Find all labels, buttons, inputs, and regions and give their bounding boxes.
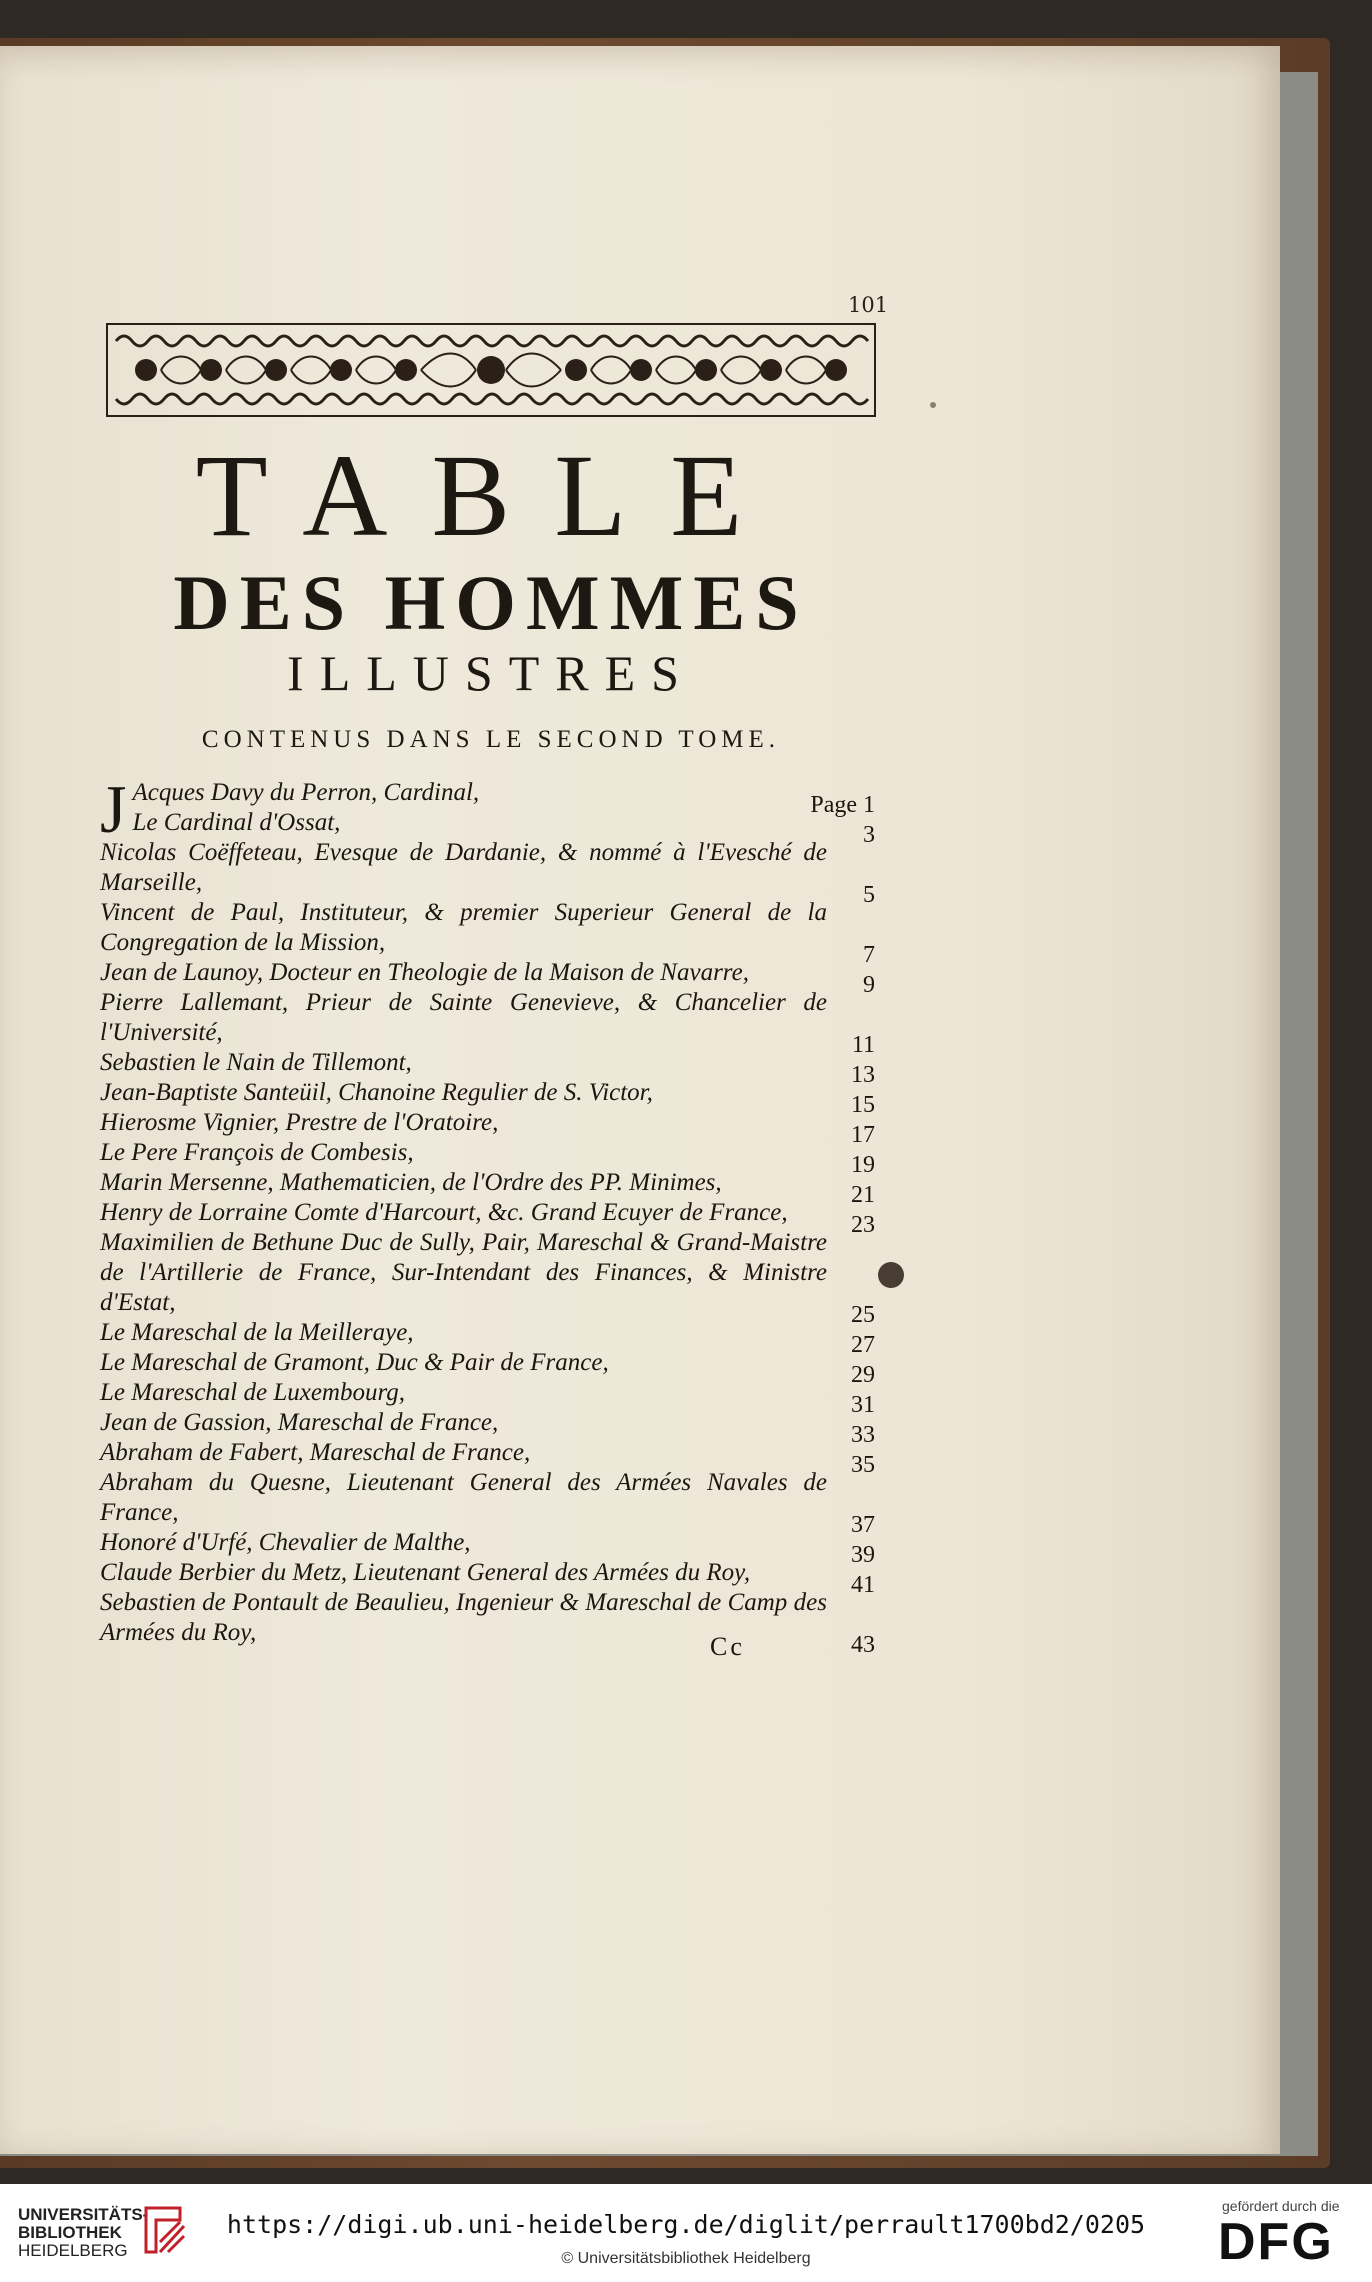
toc-entry-page: 23 xyxy=(851,1212,875,1238)
toc-entry xyxy=(100,1378,875,1418)
toc-entry-name xyxy=(100,1048,875,1078)
toc-entry-page: 3 xyxy=(863,822,875,848)
toc-entry xyxy=(100,1168,875,1208)
toc-entry-page: 35 xyxy=(851,1452,875,1478)
library-line-1: UNIVERSITÄTS- xyxy=(18,2205,149,2224)
toc-entry-text: Le Cardinal d'Ossat, xyxy=(132,809,341,836)
toc-entry-name xyxy=(100,1588,875,1648)
catchword: Cc xyxy=(710,1632,745,1661)
toc-entry-text: Pierre Lallemant, Prieur de Sainte Genevieve, & Chancelier de l'Université, xyxy=(100,989,827,1046)
toc-entry xyxy=(100,1438,875,1478)
toc-entry-text: Le Mareschal de la Meilleraye, xyxy=(100,1319,414,1346)
toc-entry-text: Jean de Gassion, Mareschal de France, xyxy=(100,1409,499,1436)
toc-entry xyxy=(100,898,875,968)
toc-entry-name xyxy=(100,1558,875,1588)
toc-entry-text: Le Mareschal de Luxembourg, xyxy=(100,1379,406,1406)
toc-entry-name xyxy=(100,1318,875,1348)
toc-entry-text: Honoré d'Urfé, Chevalier de Malthe, xyxy=(100,1529,471,1556)
toc-entry-text: Acques Davy du Perron, Cardinal, xyxy=(132,779,480,806)
toc-entry-name xyxy=(100,1528,875,1558)
toc-entry-page: 11 xyxy=(851,1032,875,1058)
copyright: © Universitätsbibliothek Heidelberg xyxy=(561,2250,811,2267)
toc-entry xyxy=(100,1588,875,1658)
toc-entry-page: 33 xyxy=(851,1422,875,1448)
toc-entry-name xyxy=(100,1378,875,1408)
toc-entry xyxy=(100,1318,875,1358)
toc-entry-name xyxy=(100,988,875,1048)
toc-entry-text: Abraham de Fabert, Mareschal de France, xyxy=(100,1439,531,1466)
toc-entry-text: Abraham du Quesne, Lieutenant General des Armées Navales de France, xyxy=(100,1469,827,1526)
table-of-contents xyxy=(100,771,875,1658)
toc-entry-name xyxy=(100,1348,875,1378)
toc-entry-text: Henry de Lorraine Comte d'Harcourt, &c. Grand Ecuyer de France, xyxy=(100,1199,788,1226)
title-des-hommes: DES HOMMES xyxy=(173,559,809,646)
title-table: TABLE xyxy=(195,430,787,561)
toc-entry xyxy=(100,838,875,908)
toc-entry-page: 13 xyxy=(851,1062,875,1088)
toc-entry-page: 19 xyxy=(851,1152,875,1178)
toc-entry xyxy=(100,1408,875,1448)
toc-entry-text: Sebastien le Nain de Tillemont, xyxy=(100,1049,412,1076)
paper-spot xyxy=(930,402,936,408)
toc-entry-name xyxy=(100,1408,875,1438)
toc-entry-name xyxy=(100,898,875,958)
toc-entry-name xyxy=(100,1108,875,1138)
toc-entry-page: 5 xyxy=(863,882,875,908)
subtitle: CONTENUS DANS LE SECOND TOME. xyxy=(201,726,781,753)
toc-entry-name xyxy=(100,1138,875,1168)
toc-entry-page: 27 xyxy=(851,1332,875,1358)
toc-entry-text: Le Pere François de Combesis, xyxy=(100,1139,414,1166)
document-url[interactable]: https://digi.ub.uni-heidelberg.de/diglit/perrault1700bd2/0205 xyxy=(226,2210,1146,2239)
toc-entry-page: 29 xyxy=(851,1362,875,1388)
toc-entry-text: Le Mareschal de Gramont, Duc & Pair de France, xyxy=(100,1349,609,1376)
toc-entry-page: 43 xyxy=(851,1632,875,1658)
library-line-2: BIBLIOTHEK xyxy=(18,2223,122,2242)
toc-entry-text: Sebastien de Pontault de Beaulieu, Ingenieur & Mareschal de Camp des Armées du Roy, xyxy=(100,1589,827,1646)
toc-entry xyxy=(100,1108,875,1148)
toc-entry xyxy=(100,1558,875,1598)
toc-entry-name xyxy=(100,958,875,988)
viewer-footer xyxy=(0,2184,1372,2282)
toc-entry-text: Jean de Launoy, Docteur en Theologie de la Maison de Navarre, xyxy=(100,959,749,986)
toc-entry-name xyxy=(100,1198,875,1228)
toc-entry-page: 37 xyxy=(851,1512,875,1538)
toc-entry xyxy=(100,808,875,848)
toc-entry-page: 25 xyxy=(851,1302,875,1328)
toc-entry-page: 7 xyxy=(863,942,875,968)
toc-entry-name xyxy=(100,1168,875,1198)
toc-entry xyxy=(100,1348,875,1388)
toc-entry-name xyxy=(100,1078,875,1108)
toc-entry-text: Nicolas Coëffeteau, Evesque de Dardanie, & nommé à l'Evesché de Marseille, xyxy=(100,839,827,896)
toc-entry-page: 41 xyxy=(851,1572,875,1598)
toc-entry xyxy=(100,1198,875,1238)
toc-entry-page: 9 xyxy=(863,972,875,998)
toc-entry-name xyxy=(100,1468,875,1528)
toc-entry-page: 31 xyxy=(851,1392,875,1418)
toc-entry-name xyxy=(100,838,875,898)
toc-entry-page: 21 xyxy=(851,1182,875,1208)
toc-entry-name xyxy=(100,1228,875,1318)
toc-entry xyxy=(100,1468,875,1538)
toc-entry xyxy=(100,1228,875,1328)
toc-entry-text: Marin Mersenne, Mathematicien, de l'Ordre des PP. Minimes, xyxy=(100,1169,722,1196)
toc-entry-page: 39 xyxy=(851,1542,875,1568)
toc-entry-page: Page 1 xyxy=(810,792,875,818)
toc-entry-text: Maximilien de Bethune Duc de Sully, Pair, Mareschal & Grand-Maistre de l'Artillerie de France, Sur-Intendant des Finances, & Ministre d'Estat, xyxy=(100,1229,827,1316)
toc-entry-text: Vincent de Paul, Instituteur, & premier Superieur General de la Congregation de la Mission, xyxy=(100,899,827,956)
toc-entry-text: Jean-Baptiste Santeüil, Chanoine Regulier de S. Victor, xyxy=(100,1079,653,1106)
library-line-3: HEIDELBERG xyxy=(18,2241,128,2260)
toc-entry-text: Hierosme Vignier, Prestre de l'Oratoire, xyxy=(100,1109,499,1136)
toc-entry-name xyxy=(100,1438,875,1468)
headpiece-ornament xyxy=(106,323,876,417)
drop-capital: J xyxy=(100,771,127,847)
toc-entry xyxy=(100,958,875,998)
ink-blot xyxy=(878,1262,904,1288)
funding-caption: gefördert durch die xyxy=(1222,2198,1340,2214)
toc-entry xyxy=(100,1048,875,1088)
title-illustres: ILLUSTRES xyxy=(287,645,695,701)
toc-entry-text: Claude Berbier du Metz, Lieutenant General des Armées du Roy, xyxy=(100,1559,751,1586)
dfg-logo: DFG xyxy=(1218,2213,1334,2271)
toc-entry-page: 15 xyxy=(851,1092,875,1118)
page-number: 101 xyxy=(848,293,889,317)
toc-entry-name xyxy=(100,808,875,838)
toc-entry xyxy=(100,1078,875,1118)
toc-entry xyxy=(100,988,875,1058)
toc-entry xyxy=(100,1528,875,1568)
toc-entry xyxy=(100,1138,875,1178)
toc-entry-page: 17 xyxy=(851,1122,875,1148)
